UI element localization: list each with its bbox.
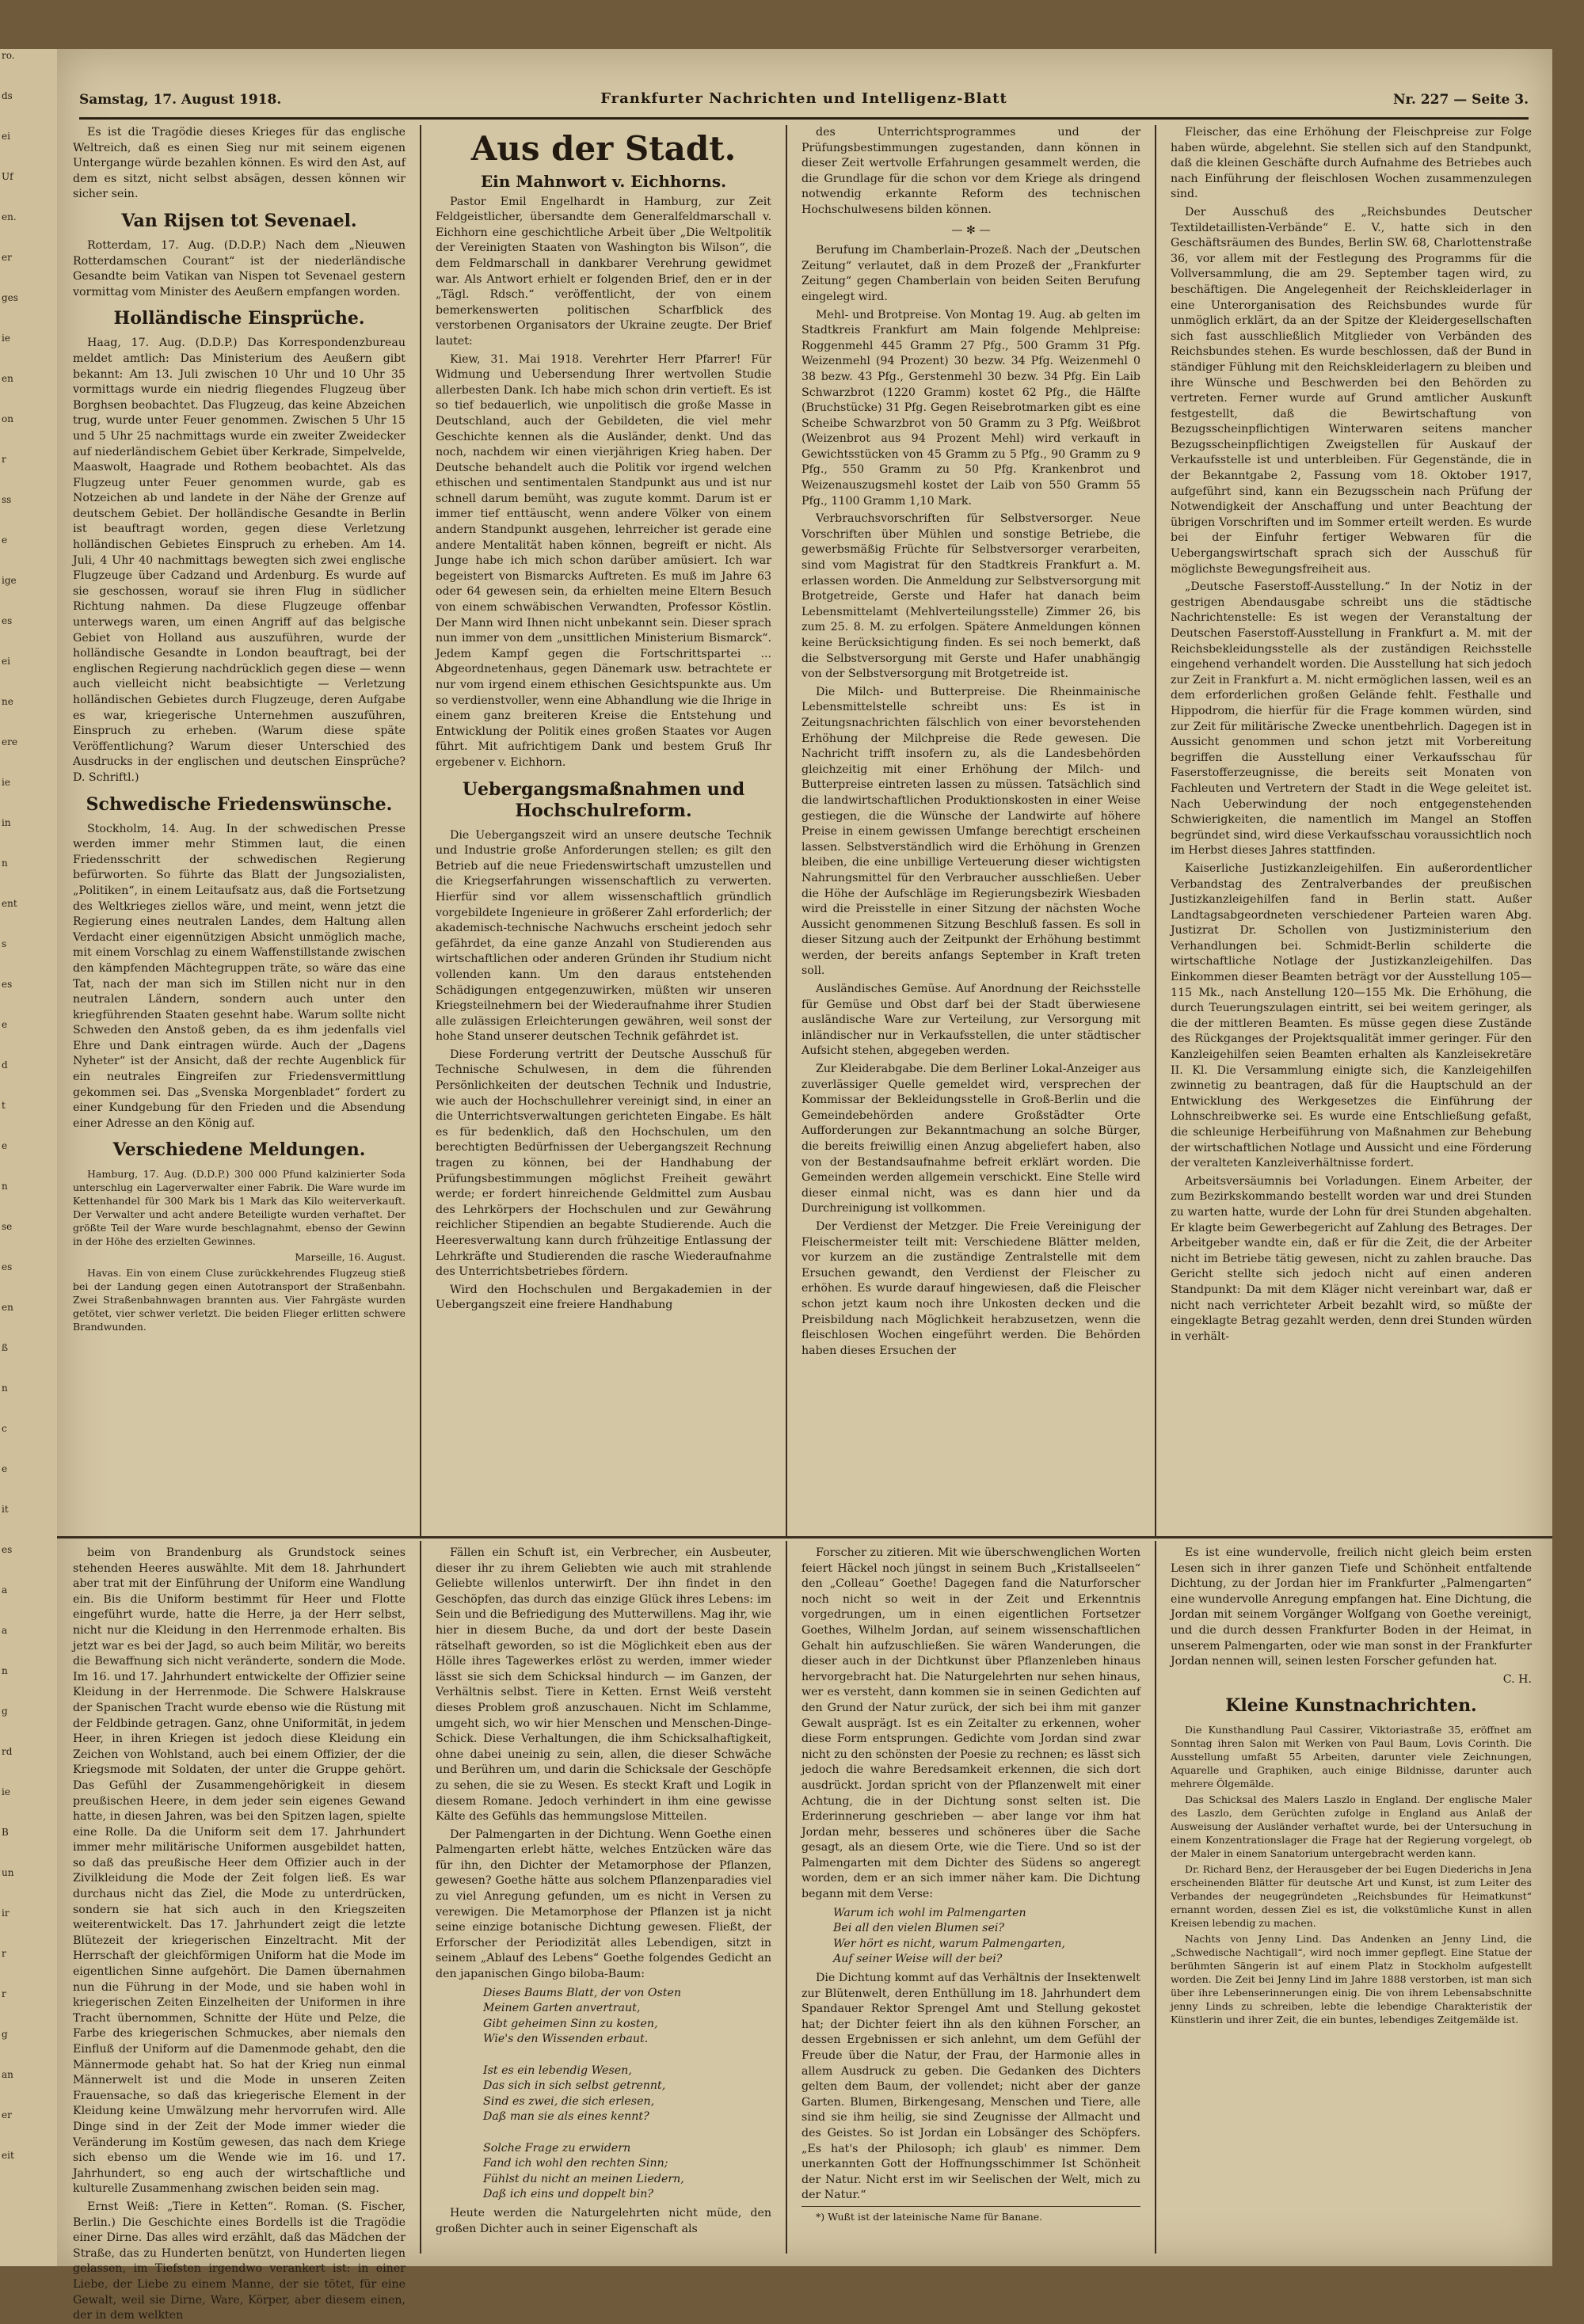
- page-header: [79, 86, 1529, 120]
- review-weiss: Ernst Weiß: „Tiere in Ketten“. Roman. (S. Fischer, Berlin.) Die Geschichte eines Bordells ist die Tragödie einer Dirne. Das alles wird erzählt, daß das Mädchen der Straße, das zu Hunderten benützt, von Hunderten liegen gelassen, im Tiefsten irgendwo verankert ist: in einer Liebe, der Liebe zu einem Manne, der sie tötet, für eine Gewalt, weil sie Dirne, Ware, Körper, aber diesem einen, der in dem welkten: [73, 2200, 406, 2322]
- edge-fragment: en: [2, 373, 13, 384]
- article-eichhorn: Pastor Emil Engelhardt in Hamburg, zur Zeit Feldgeistlicher, übersandte dem Generalfeldmarschall v. Eichhorn eine geschichtliche Arbeit über „Die Weltpolitik der Vereinigten Staaten von Washington bis Wilson“, die dem Feldmarschall in dankbarer Verehrung gewidmet war. Als Antwort erhielt er folgenden Brief, den er in der „Tägl. Rdsch.“ veröffentlicht, der von einem bemerkenswerten politischen Scharfblick des verstorbenen Organisators der Ukraine zeugte. Der Brief lautet:: [436, 195, 771, 348]
- edge-fragment: a: [2, 1625, 8, 1636]
- poem-line: [483, 2125, 771, 2141]
- headline-meldungen: Verschiedene Meldungen.: [112, 1139, 366, 1161]
- headline-uebergang: Uebergangsmaßnahmen und Hochschulreform.: [462, 778, 745, 821]
- news-item: Hamburg, 17. Aug. (D.D.P.) 300 000 Pfund kalzinierter Soda unterschlug ein Lagerverwalter einer Fabrik. Die Ware wurde im Kettenhandel für 300 Mark bis 1 Mark das Kilo weiterverkauft. Der Verwalter und acht andere Beteiligte wurden verhaftet. Der größte Teil der Ware wurde beschlagnahmt, ebenso der Gewinn in der Höhe des erzielten Gewinnes.: [73, 1168, 406, 1248]
- edge-fragment: s: [2, 938, 7, 949]
- kunst-item: Nachts von Jenny Lind. Das Andenken an Jenny Lind, die „Schwedische Nachtigall“, wird noch immer gepflegt. Eine Statue der berühmten Sängerin ist auf einem Platz in Stockholm aufgestellt worden. Die Zeit bei Jenny Lind im Jahre 1888 verstorben, ist man sich über ihre Lebenserinnerungen einig. Die von ihrem Lebensabschnitte jenny Linds zu schreiben, lebte die lebendige Charakteristik der Künstlerin und ihrer Zeit, die ein buntes, lebendiges Zeitgemälde ist.: [1171, 1933, 1532, 2026]
- header-date: Samstag, 17. August 1918.: [79, 92, 282, 108]
- headline-schweden: Schwedische Friedenswünsche.: [86, 793, 393, 815]
- news-selbstversorger: Verbrauchsvorschriften für Selbstversorger. Neue Vorschriften über Mühlen und sonstige Betriebe, die gewerbsmäßig Früchte für Selbstversorger verarbeiten, sind vom Magistrat für den Stadtkreis Frankfurt a. M. erlassen worden. Die Anmeldung zur Selbstversorgung mit Brotgetreide, Gerste und Hafer hat danach beim Lebensmittelamt (Mehlverteilungsstelle) Zimmer 26, bis zum 25. 8. M. zu erfolgen. Spätere Anmeldungen können keine Berücksichtigung finden. Es sei noch bemerkt, daß die Selbstversorgung mit Gerste und Hafer unabhängig von der Selbstversorgung mit Brotgetreide ist.: [802, 512, 1140, 681]
- news-metzger: Der Verdienst der Metzger. Die Freie Vereinigung der Fleischermeister teilt mit: Verschiedene Blätter melden, vor kurzem an die zuständige Zentralstelle mit dem Ersuchen gewandt, den Verdienst der Fleischer zu erhöhen. Es wurde darauf hingewiesen, daß die Fleischer schon jetzt kaum noch ihre Unkosten decken und die Preisbildung nach Möglichkeit herabzusetzen, wenn die fleischlosen Wochen eingeführt werden. Die Behörden haben dieses Ersuchen der: [802, 1219, 1140, 1357]
- section-divider: [57, 1536, 1552, 1539]
- news-milchpreise: Die Milch- und Butterpreise. Die Rheinmainische Lebensmittelstelle schreibt uns: Es ist in Zeitungsnachrichten fälschlich von einer bevorstehenden Erhöhung der Milchpreise die Rede gewesen. Die Nachricht trifft insofern zu, als die Landesbehörden gleichzeitig mit einer Erhöhung der Milch- und Butterpreise eintreten lassen zu müssen. Tatsächlich sind die landwirtschaftlichen Produktionskosten in einer Weise gestiegen, die die Wünsche der Landwirte auf höhere Preise in einem gewissen Umfange berechtigt erscheinen lassen. Selbstverständlich wird die Erhöhung in Grenzen bleiben, die eine unbillige Verteuerung dieser wichtigsten Nahrungsmittel für den Verbraucher ausschließen. Ueber die Höhe der Aufschläge im Regierungsbezirk Wiesbaden wird die Preisstelle in einer Sitzung der nächsten Woche Aussicht genommenen Sitzung Beschluß fassen. Es soll in dieser Sitzung auch der Zeitpunkt der Erhöhung bestimmt werden, der bereits anfangs September in Kraft treten soll.: [802, 685, 1140, 978]
- edge-fragment: n: [2, 858, 8, 869]
- column-rule: [786, 1541, 787, 2254]
- edge-fragment: an: [2, 2069, 13, 2080]
- poem-line: Fühlst du nicht an meinen Liedern,: [483, 2172, 684, 2185]
- edge-fragment: ir: [2, 1908, 10, 1919]
- column-rule: [1155, 125, 1156, 1536]
- poem-line: Bei all den vielen Blumen sei?: [833, 1922, 1004, 1935]
- feuilleton-text: beim von Brandenburg als Grundstock seines stehenden Heeres auswählte. Mit dem 18. Jahrhundert aber trat mit der Einführung der Uniform eine Wandlung ein. Bis die Uniform bestimmt für Heer und Flotte eingeführt wurde, hatte die Herre, ja der Herr selbst, nicht nur die Kleidung in den Herrenmode erhalten. Bis jetzt war es bei der Jagd, so auch beim Militär, wo bereits die Bewaffnung sich nicht veränderte, sondern die Mode. Im 16. und 17. Jahrhundert entwickelte der Offizier seine Kleidung in der Herrenmode. Die Schwere Halskrause der Spanischen Tracht wurde ebenso wie die Rüstung mit der Feldbinde getragen. Ganz, ohne Uniformität, in jedem Heer, in ihren Kriegen ist jedoch diese Kleidung ein Zeichen von Wohlstand, auch bei einem Offizier, der die Kriegsmode mit Soldaten, der unter die Gruppe gehört. Das Gefühl der Zusammengehörigkeit in diesem preußischen Heere, in dem jeder sein eigenes Gewand hatte, in diesen Jahren, was bei den Spitzen lagen, spielte eine Rolle. Da die Uniform seit dem 17. Jahrhundert immer mehr militärische Uniformen ausgebildet hatten, so daß das preußische Heer dem Offizier auch in der Zivilkleidung die Mode der Zeit folgen ließ. Es war durchaus nicht das Ziel, die Mode zu unterdrücken, sondern sie hat sich auch in den Kriegszeiten weiterentwickelt. Das 17. Jahrhundert zeigt die letzte Blütezeit der kriegerischen Einzeltracht. Mit der Herrschaft der gleichförmigen Uniform hat die Mode im eigentlichen Sinne aufgehört. Die Damen übernahmen nun die Führung in der Mode, und sie haben wohl in kriegerischen Zeiten Einzelheiten der Uniformen in ihre Tracht übernommen, Schnitte der Hüte und Pelze, die Farbe des kriegerischen Schmuckes, aber niemals den Einfluß der Uniform auf die Damenmode gehabt, den die Männermode gehabt hat. So hat der Krieg nun einmal Männerwelt ist und die Mode in unseren Zeiten Frauensache, so daß das kriegerische Element in der Kleidung keine Umwälzung mehr hervorrufen wird. Alle Dinge sind in der Zeit der Mode immer wieder die Veränderung im Kostüm gewesen, das nach dem Kriege sich ebenso um die Wende wie im 16. und 17. Jahrhundert, so eng auch der wirtschaftliche und kulturelle Zusammenhang zwischen beiden sein mag.: [73, 1546, 406, 2196]
- edge-fragment: it: [2, 1504, 9, 1515]
- header-issue-page: Nr. 227 — Seite 3.: [1393, 92, 1529, 108]
- headline-einsprueche: Holländische Einsprüche.: [113, 308, 365, 329]
- article-palmengarten-end: Es ist eine wundervolle, freilich nicht gleich beim ersten Lesen sich in ihrer ganzen Tiefe und Schönheit entfaltende Dichtung, zu der Jordan hier im Frankfurter „Palmengarten“ eine wundervolle Anregung empfangen hat. Eine Dichtung, die Jordan mit seinem Vorgänger Wolfgang von Goethe vereinigt, und die durch dessen Frankfurter Boden in der Heimat, in unserem Palmengarten, oder wie man sonst in der Frankfurter Jordan nennen will, seinen lesten Forscher gefunden hat.: [1171, 1546, 1532, 1668]
- review-weiss-cont: Fällen ein Schuft ist, ein Verbrecher, ein Ausbeuter, dieser ihr zu ihrem Geliebten wie auch mit strahlende Geliebte willenlos unterwirft. Der ihn findet in den Geschöpfen, das durch das einzige Glück ihres Lebens: im Sein und die Befriedigung des Mutterwillens. Mag ihr, wie hier in diesem Buche, da und dort der beste Dasein rätselhaft geworden, so ist die Möglichkeit eben aus der Hölle ihres Tagewerkes erlöst zu werden, immer wieder lässt sie sich dem Schicksal hindurch — im Ganzen, der Verhältnis selbst. Tiere in Ketten. Ernst Weiß versteht dieses Problem groß anzuschauen. Nicht im Schlamme, umgeht sich, wo wir hier Menschen und Menschen-Dinge-Schick. Diese Verhaltungen, die ihm Schicksalhaftigkeit, ohne dabei uneinig zu sein, allen, die dieser Schwäche und Berühren um, und darin die Schicksale der Geschöpfe zu sehen, die sie zu Wesen. Es steckt Kraft und Logik in diesem Romane. Jedoch verhindert in ihm eine gewisse Kälte des Gefühls das hemmungslose Mitteilen.: [436, 1546, 771, 1824]
- article-schweden: Stockholm, 14. Aug. In der schwedischen Presse werden immer mehr Stimmen laut, die einen Friedensschritt der schwedischen Regierung befürworten. So führte das Blatt der Jungsozialisten, „Politiken“, in einem Leitaufsatz aus, daß die Fortsetzung des Weltkrieges ziellos wäre, und meint, wenn jetzt die Regierung eines neutralen Landes, dem Haltung allen Verdacht einer eigennützigen Absicht unmöglich mache, mit einem Vorschlag zu einem Waffenstillstande zwischen den kämpfenden Mächtegruppen träte, so wäre das eine Tat, nach der man sich im Stillen nicht nur in den neutralen Ländern, sondern auch unter den kriegführenden Staaten gesehnt habe. Warum sollte nicht Schweden den Anstoß geben, da es ihm jedenfalls viel Ehre und Dank eintragen würde. Auch der „Dagens Nyheter“ ist der Ansicht, daß der rechte Augenblick für ein neutrales Eingreifen zur Friedensvermittlung gekommen sei. Das „Svenska Morgenbladet“ fordert zu einer Kundgebung für den Frieden und die Absendung einer Adresse an den König auf.: [73, 822, 406, 1130]
- column-3: [802, 125, 1140, 1535]
- edge-fragment: se: [2, 1221, 13, 1232]
- edge-fragment: es: [2, 979, 13, 990]
- edge-fragment: ei: [2, 656, 10, 667]
- edge-fragment: un: [2, 1867, 14, 1878]
- column-4: [1171, 125, 1532, 1535]
- article-uebergang: Die Uebergangszeit wird an unsere deutsche Technik und Industrie große Anforderungen stellen; es gilt den Betrieb auf die neue Friedenswirtschaft umzustellen und die Kriegserfahrungen wissenschaftlich zu verwerten. Hierfür sind vor allem wissenschaftlich gründlich vorgebildete Ingenieure in größerer Zahl erforderlich; der akademisch-technische Nachwuchs erscheint jedoch sehr gefährdet, da eine ganze Anzahl von Studierenden aus wirtschaftlichen oder anderen Gründen ihr Studium nicht vollenden kann. Um den daraus entstehenden Schädigungen entgegenzuwirken, müßten wir unseren Kriegsteilnehmern bei der Wiederaufnahme ihrer Studien alle zulässigen Erleichterungen gewähren, weil sonst der hohe Stand unserer deutschen Technik gefährdet ist.: [436, 828, 771, 1044]
- edge-fragment: r: [2, 1948, 6, 1959]
- edge-fragment: r: [2, 1988, 6, 1999]
- edge-fragment: e: [2, 1140, 8, 1151]
- news-textil: Der Ausschuß des „Reichsbundes Deutscher Textildetaillisten-Verbände“ E. V., hatte sich in den Geschäftsräumen des Bundes, Berlin SW. 68, Charlottenstraße 36, vor allem mit der Festlegung des Programms für die Vollversammlung, die am 29. September tagen wird, zu beschäftigen. Die Angelegenheit der Reichskleiderlager in eine Unterorganisation des Reichsbundes wurde für unmöglich erklärt, da an der Spitze der Kleidergesellschaften sich fast ausschließlich Mitglieder von Verbänden des Reichsbundes stehen. Es wurde beschlossen, daß der Bund in ständiger Fühlung mit den Reichskleiderlagern zu bleiben und ihre Wünsche und Beschwerden bei den Behörden zu vertreten. Ferner wurde auf Grund amtlicher Auskunft festgestellt, daß die Bewirtschaftung von Bezugsscheinpflichtigen Winterwaren seitens mancher Bezugsscheinpflichtigen Zweigstellen für Auskauf der Verkaufsstelle ist und unterbleiben. Für Gegenstände, die in der Bekanntgabe 2, Fassung vom 18. Oktober 1917, aufgeführt sind, kann ein Bezugsschein nach Prüfung der Notwendigkeit der Anschaffung und unter Beachtung der übrigen Vorschriften und im Sommer erteilt werden. Es wurde bei der Einfuhr fertiger Webwaren für die Uebergangswirtschaft sprach sich der Ausschuß für möglichste Bewegungsfreiheit aus.: [1171, 205, 1532, 576]
- poem-line: Daß man sie als eines kennt?: [483, 2110, 649, 2124]
- poem-line: Gibt geheimen Sinn zu kosten,: [483, 2017, 658, 2030]
- poem-jordan: [802, 1906, 1140, 1968]
- article-palmengarten: Der Palmengarten in der Dichtung. Wenn Goethe einen Palmengarten erlebt hätte, welches Entzücken wäre das für ihn, den Dichter der Metamorphose der Pflanzen, gewesen? Goethe hätte aus solchem Pflanzenparadies viel zu viel Anregung gefunden, um es nicht in Versen zu verewigen. Die Metamorphose der Pflanzen ist ja nicht seine einzige botanische Dichtung gewesen. Fließt, der Erforscher der Periodizität alles Lebendigen, sitzt in seinem „Ablauf des Lebens“ Goethe folgendes Gedicht an den japanischen Gingo biloba-Baum:: [436, 1828, 771, 1981]
- feuilleton-column-3: [802, 1546, 1140, 2258]
- poem-line: [483, 2048, 771, 2063]
- edge-fragment: a: [2, 1584, 8, 1596]
- headline-eichhorn: Ein Mahnwort v. Eichhorns.: [480, 172, 727, 191]
- edge-fragment: r: [2, 454, 6, 465]
- news-arbeitsversaeumnis: Arbeitsversäumnis bei Vorladungen. Einem Arbeiter, der zum Bezirkskommando bestellt worden war und drei Stunden zu warten hatte, wurde der Lohn für drei Stunden abgehalten. Er klagte beim Gewerbegericht auf Zahlung des Betrages. Der Arbeitgeber wandte ein, daß er für die Zeit, die der Arbeiter nicht im Betriebe tätig gewesen, nicht zu zahlen brauche. Das Gericht stellte sich jedoch nicht auf einen anderen Standpunkt: Da mit dem Kläger nicht vereinbart war, daß er nicht nach verrichteter Arbeit bezahlt wird, so müßte der eingeklagte Betrag gezahlt werden, denn drei Stunden würden in verhält-: [1171, 1174, 1532, 1343]
- poem-line: Meinem Garten anvertraut,: [483, 2002, 641, 2015]
- edge-fragment: n: [2, 1181, 8, 1192]
- edge-fragment: ges: [2, 292, 18, 303]
- edge-fragment: rd: [2, 1746, 13, 1757]
- poem-line: Wie's den Wissenden erbaut.: [483, 2033, 649, 2046]
- edge-fragment: B: [2, 1827, 9, 1838]
- edge-fragment: ß: [2, 1342, 9, 1353]
- edge-fragment: er: [2, 2109, 12, 2121]
- edge-fragment: c: [2, 1423, 7, 1434]
- edge-fragment: es: [2, 615, 13, 626]
- edge-fragment: g: [2, 2029, 8, 2040]
- news-item: Havas. Ein von einem Cluse zurückkehrendes Flugzeug stieß bei der Landung gegen einen Autotransport der Straßenbahn. Zwei Straßenbahnwagen brannten aus. Vier Fahrgäste wurden getötet, vier schwer verletzt. Die beiden Flieger erlitten schwere Brandwunden.: [73, 1267, 406, 1333]
- header-paper-title: Frankfurter Nachrichten und Intelligenz-Blatt: [600, 90, 1007, 107]
- edge-fragment: ds: [2, 90, 13, 101]
- article-palmengarten-cont: Die Dichtung kommt auf das Verhältnis der Insektenwelt zur Blütenwelt, deren Enthüllung im 18. Jahrhundert dem Spandauer Rektor Sprengel Amt und Stellung gekostet hat; der Dichter feiert ihn als den kühnen Forscher, an dessen Ergebnissen er sich anlehnt, um dem Gefühl der Freude über die Natur, der Frau, der Harmonie alles in allem Ausdruck zu geben. Die Gedanken des Dichters gelten dem Baum, der vollendet; nicht aber der ganze Garten. Blumen, Birkengesang, Menschen und Tiere, alle sind sie ihm heilig, sie sind Zeugnisse der Allmacht und des Geistes. So ist Jordan ein Lobsänger des Schöpfers. „Es hat's der Philosoph; ich glaub' es nimmer. Dem unerkannten Gott der Hoffnungsschimmer Ist Schönheit der Natur. Nicht erst im wir Seelischen der Welt, mich zu der Natur.“: [802, 1972, 1140, 2202]
- feuilleton-column-4: [1171, 1546, 1532, 2258]
- edge-fragment: on: [2, 413, 13, 424]
- poem-gingo: [436, 1986, 771, 2203]
- column-1: [73, 125, 406, 1535]
- poem-line: Sind es zwei, die sich erlesen,: [483, 2094, 655, 2108]
- feuilleton-column-1: [73, 1546, 406, 2322]
- edge-fragment: en: [2, 1302, 13, 1313]
- article-uebergang: Wird den Hochschulen und Bergakademien in der Uebergangszeit eine freiere Handhabung: [436, 1283, 771, 1312]
- section-title: Aus der Stadt.: [470, 129, 737, 168]
- column-rule: [1155, 1541, 1156, 2254]
- edge-fragment: eit: [2, 2150, 14, 2161]
- headline-sevenael: Van Rijsen tot Sevenael.: [121, 210, 357, 231]
- news-chamberlain: Berufung im Chamberlain-Prozeß. Nach der „Deutschen Zeitung“ verlautet, daß in dem Prozeß der „Frankfurter Zeitung“ gegen Chamberlain von beiden Seiten Berufung eingelegt wird.: [802, 244, 1140, 303]
- news-kanzlei: Kaiserliche Justizkanzleigehilfen. Ein außerordentlicher Verbandstag des Zentralverbandes der preußischen Justizkanzleigehilfen fand in Berlin statt. Außer Landtagsabgeordneten verschiedener Parteien waren Abg. Justizrat Dr. Schollen von Justizministerium den Verhandlungen bei. Schmidt-Berlin schilderte die wirtschaftliche Notlage der Justizkanzleigehilfen. Das Einkommen dieser Beamten beträgt vor der Ausstellung 105—115 Mk., nach Anstellung 120—155 Mk. Die Erhöhung, die durch Teuerungszulagen eintritt, sei bei weitem geringer, als die der mittleren Beamten. Es müsse gegen diese Zustände des Rückganges der Projektsqualität immer geringer. Für den Kanzleigehilfen seien Beamten erhalten als Kanzleisekretäre II. Kl. Die Versammlung einigte sich, die Kanzleigehilfen zwinnetig zu beantragen, daß für die Hauptschuld an der Entwicklung des Werkgesetzes die Einführung der Lohnschreibwerke sei. Es wurde eine Entschließung gefaßt, die schleunige Herbeiführung von Maßnahmen zur Behebung der wirtschaftlichen Notlage und Aussicht und eine Förderung der veralteten Kanzleiverhältnisse fordert.: [1171, 862, 1532, 1170]
- edge-fragment: ige: [2, 575, 17, 586]
- poem-line: Auf seiner Weise will der bei?: [833, 1953, 1003, 1966]
- kunst-item: Das Schicksal des Malers Laszlo in England. Der englische Maler des Laszlo, dem Gerüchten zufolge in England aus Anlaß der Ausweisung der Ausländer verhaftet wurde, bei der Untersuchung in einem Konzentrationslager die Frage hat der Regierung vorgelegt, ob der Maler in einem Sanatorium untergebracht werden kann.: [1171, 1793, 1532, 1860]
- separator: — ✻ —: [951, 223, 991, 237]
- edge-fragment: in: [2, 817, 11, 828]
- article-palmengarten-cont: Forscher zu zitieren. Mit wie überschwenglichen Worten feiert Häckel noch jüngst in seinem Buch „Kristallseelen“ den „Colleau“ Goethe! Dagegen fand die Naturforscher noch nicht so weit in der Zeit und Erkenntnis vorgedrungen, um in einen eigentlichen Fortsetzer Goethes, Wilhelm Jordan, auf seinem wissenschaftlichen Gehalt hin aufzuschließen. Sie wären Wanderungen, die dieser auch in der Dichtkunst über Pflanzenleben hinaus hervorgebracht hat. Die Naturgelehrten nur sehen hinaus, wer es versteht, dann kommen sie in seinen Gedichten auf den Grund der Natur zurück, der sich bei ihm mit ganzer Gewalt ausprägt. Ist es ein Zeitalter zu erkennen, woher diese Form entsprungen. Gedichte vom Jordan sind zwar nicht zu den schönsten der Poesie zu rechnen; es lässt sich jedoch die wahre Beredsamkeit erkennen, die sich dort ausdrückt. Jordan spricht von der Pflanzenwelt mit einer Achtung, die in der Dichtung sonst selten ist. Die Erderinnerung geschrieben — aber lange vor ihm hat Jordan mehr, besseres und schöneres über die Sache gesagt, als an diesem Orte, wie die Tiere. Und so ist der Palmengarten mit dem Dichter des Südens so angeregt worden, dem er an sich immer näher kam. Die Dichtung begann mit dem Verse:: [802, 1546, 1140, 1901]
- poem-line: Fand ich wohl den rechten Sinn;: [483, 2157, 668, 2170]
- footnote: *) Wußt ist der lateinische Name für Banane.: [802, 2206, 1140, 2223]
- poem-line: Wer hört es nicht, warum Palmengarten,: [833, 1937, 1065, 1950]
- edge-fragment: er: [2, 252, 12, 263]
- author-signature: C. H.: [1502, 1672, 1532, 1686]
- edge-fragment: ro.: [2, 50, 15, 61]
- edge-fragment: en.: [2, 211, 17, 223]
- edge-fragment: ie: [2, 777, 10, 788]
- edge-fragment: ei: [2, 131, 10, 142]
- edge-fragment: ie: [2, 333, 10, 344]
- edge-fragment: n: [2, 1383, 8, 1394]
- edge-fragment: es: [2, 1544, 13, 1555]
- kunst-item: Die Kunsthandlung Paul Cassirer, Viktoriastraße 35, eröffnet am Sonntag ihren Salon mit Werken von Paul Baum, Lovis Corinth. Die Ausstellung umfaßt 55 Arbeiten, darunter viele Zeichnungen, Aquarelle und Graphiken, auch einige Bildnisse, darunter auch mehrere Ölgemälde.: [1171, 1724, 1532, 1790]
- news-brotpreise: Mehl- und Brotpreise. Von Montag 19. Aug. ab gelten im Stadtkreis Frankfurt am Main folgende Mehlpreise: Roggenmehl 445 Gramm 27 Pfg., 500 Gramm 31 Pfg. Weizenmehl (94 Prozent) 30 bezw. 34 Pfg. Weizenmehl 0 38 bezw. 43 Pfg., Gerstenmehl 30 bezw. 34 Pfg. Ein Laib Schwarzbrot (1220 Gramm) kostet 62 Pfg., die Hälfte (Bruchstücke) 31 Pfg. Gegen Reisebrotmarken gibt es eine Scheibe Schwarzbrot von 50 Gramm zu 3 Pfg. Weißbrot (Weizenbrot aus 94 Prozent Mehl) wird verkauft in Gewichtsstücken von 45 Gramm zu 5 Pfg., 90 Gramm zu 9 Pfg., 550 Gramm zu 50 Pfg. Krankenbrot und Weizenauszugsmehl kostet der Laib von 550 Gramm 55 Pfg., 1100 Gramm 1,10 Mark.: [802, 308, 1140, 508]
- edge-fragment: e: [2, 1463, 8, 1474]
- edge-fragment: ent: [2, 898, 17, 909]
- intro-paragraph: Es ist die Tragödie dieses Krieges für das englische Weltreich, daß es einen Sieg nur mit seinem eigenen Untergange würde bezahlen können. Es wird den Ast, auf dem es sitzt, nicht selbst absägen, dessen können wir sicher sein.: [73, 126, 406, 201]
- news-dateline: Marseille, 16. August.: [295, 1251, 406, 1264]
- article-palmengarten-cont: Heute werden die Naturgelehrten nicht müde, den großen Dichter auch in seiner Eigenschaft als: [436, 2206, 771, 2235]
- poem-line: Ist es ein lebendig Wesen,: [483, 2063, 632, 2077]
- edge-fragment: n: [2, 1665, 8, 1676]
- edge-fragment: e: [2, 534, 8, 546]
- poem-line: Solche Frage zu erwidern: [483, 2141, 631, 2155]
- poem-line: Warum ich wohl im Palmengarten: [833, 1906, 1026, 1919]
- edge-fragment: g: [2, 1706, 8, 1717]
- column-rule: [786, 125, 787, 1536]
- poem-line: Das sich in sich selbst getrennt,: [483, 2079, 666, 2093]
- article-uebergang: Diese Forderung vertritt der Deutsche Ausschuß für Technische Schulwesen, in dem die führenden Persönlichkeiten der deutschen Technik und Industrie, wie auch der Hochschullehrer vereinigt sind, in einer an die Unterrichtsverwaltungen gerichteten Eingabe. Es hält es für bedenklich, daß den Hochschulen, um den berechtigten Bedürfnissen der Uebergangszeit Rechnung tragen zu können, bei der Handhabung der Prüfungsbestimmungen möglichst Freiheit gewährt werde; er fordert hinreichende Geldmittel zum Ausbau des Lehrkörpers der Hochschulen und zur Gewährung reichlicher Stipendien an begabte Studierende. Auch die Heeresverwaltung kann durch frühzeitige Entlassung der Lehrkräfte und Studierenden die rasche Wiederaufnahme des Unterrichtsbetriebes fördern.: [436, 1048, 771, 1279]
- feuilleton-column-2: [436, 1546, 771, 2258]
- edge-fragment: ss: [2, 494, 12, 505]
- headline-kunstnachrichten: Kleine Kunstnachrichten.: [1225, 1695, 1477, 1717]
- edge-fragment: es: [2, 1261, 13, 1272]
- edge-fragment: Uf: [2, 171, 13, 182]
- edge-fragment: e: [2, 1019, 8, 1030]
- column-2: [436, 125, 771, 1535]
- news-kleiderabgabe: Zur Kleiderabgabe. Die dem Berliner Lokal-Anzeiger aus zuverlässiger Quelle gemeldet wird, versprechen der Kommissar der Bekleidungsstelle in Groß-Berlin und die Gemeindebehörden andere Großstädter Orte Aufforderungen zur Bekanntmachung an solche Bürger, die bereits freiwillig einen Anzug abgeliefert haben, also von der Bestandsaufnahme befreit erklärt worden. Die Gemeinden werden allgemein verschickt. Eine Stelle wird dieser einmal nicht, was es dann hier und da Durchreinigung ist vollkommen.: [802, 1063, 1140, 1215]
- kunst-list: [1171, 1723, 1532, 2026]
- edge-fragment: ie: [2, 1786, 10, 1797]
- left-page-edge: [0, 49, 57, 2266]
- poem-line: Daß ich eins und doppelt bin?: [483, 2188, 653, 2201]
- poem-line: Dieses Baums Blatt, der von Osten: [483, 1986, 682, 1999]
- column-rule: [420, 1541, 421, 2254]
- news-gemuese: Ausländisches Gemüse. Auf Anordnung der Reichsstelle für Gemüse und Obst darf bei der Stadt überwiesene ausländische Ware zur Verteilung, zur Versorgung mit inländischer nur in Verkaufsstellen, die unter städtischer Aufsicht stehen, abgegeben werden.: [802, 983, 1140, 1058]
- article-sevenael: Rotterdam, 17. Aug. (D.D.P.) Nach dem „Nieuwen Rotterdamschen Courant“ ist der niederländische Gesandte beim Vatikan van Nispen tot Sevenael gestern vormittag vom Minister des Aeußern empfangen worden.: [73, 238, 406, 299]
- edge-fragment: d: [2, 1059, 8, 1071]
- article-einsprueche: Haag, 17. Aug. (D.D.P.) Das Korrespondenzbureau meldet amtlich: Das Ministerium des Aeußern gibt bekannt: Am 13. Juli zwischen 10 Uhr und 10 Uhr 35 vormittags wurde ein niedrig fliegendes Flugzeug über Borghsen beobachtet. Das Flugzeug, das keine Abzeichen trug, wurde unter Feuer genommen. Zwischen 5 Uhr 15 und 5 Uhr 25 nachmittags wurde ein zweiter Zweidecker auf niederländischem Gebiet über Kerkrade, Simpelvelde, Maaswolt, Haagrade und Rothem beobachtet. Als das Flugzeug unter Feuer genommen wurde, gab es Notzeichen ab und landete in der Nähe der Grenze auf deutschem Gebiet. Der holländische Gesandte in Berlin ist beauftragt worden, gegen diese Verletzung holländischen Gebietes Einspruch zu erheben. Am 14. Juli, 4 Uhr 40 nachmittags bewegten sich zwei englische Flugzeuge über Cadzand und Ardenburg. Es wurde auf sie geschossen, worauf sie ihren Flug in südlicher Richtung nahmen. Da diese Flugzeuge offenbar unterwegs waren, um einen Angriff auf das belgische Gebiet von Holland aus auszuführen, wurde der holländische Gesandte in London beauftragt, bei der englischen Regierung nachdrücklich gegen diese — wenn auch vielleicht nicht beabsichtigte — Verletzung holländischen Gebietes durch Flugzeuge, deren Aufgabe es war, kriegerische Unternehmen auszuführen, Einspruch zu erheben. (Warum diese späte Veröffentlichung? Warum dieser Unterschied des Ausdrucks in der englischen und deutschen Einsprüche? D. Schriftl.): [73, 337, 406, 784]
- edge-fragment: t: [2, 1100, 6, 1111]
- edge-fragment: ere: [2, 736, 17, 747]
- newspaper-page: [57, 49, 1552, 2322]
- column-rule: [420, 125, 421, 1536]
- kunst-item: Dr. Richard Benz, der Herausgeber der bei Eugen Diederichs in Jena erscheinenden Blätter für deutsche Art und Kunst, ist zum Leiter des Verbandes der neugegründeten „Reichsbundes für Heimatkunst“ ernannt worden, dessen Ziel es ist, die volkstümliche Kunst in allen Kreisen lebendig zu machen.: [1171, 1863, 1532, 1930]
- news-metzger-cont: Fleischer, das eine Erhöhung der Fleischpreise zur Folge haben würde, abgelehnt. Sie stellen sich auf den Standpunkt, daß die kleinen Geschäfte durch Aufnahme des Betriebes auch nach Einführung der fleischlosen Wochen zusammenzulegen sind.: [1171, 126, 1532, 201]
- news-faserstoff: „Deutsche Faserstoff-Ausstellung.“ In der Notiz in der gestrigen Abendausgabe schreibt uns die städtische Nachrichtenstelle: Es ist wegen der Veranstaltung der Deutschen Faserstoff-Ausstellung in Frankfurt a. M. mit der Reichsbekleidungsstelle als der zuständigen Reichsstelle eingehend verhandelt worden. Die Ausstellung hat sich jedoch zur Zeit in Frankfurt a. M. nicht ermöglichen lassen, weil es an dem erforderlichen großen Gelände fehlt. Festhalle und Hippodrom, die hierfür für die Frage kommen würden, sind zur Zeit für militärische Zwecke unentbehrlich. Dagegen ist in Aussicht genommen und schon jetzt mit Vorbereitung begriffen die Ausstellung einer Verkaufsschau für Faserstofferzeugnisse, die bereits seit Monaten von Fachleuten und Vertretern der Stadt in die Wege geleitet ist. Nach Ueberwindung der noch entgegenstehenden Schwierigkeiten, die namentlich im Mangel an Stoffen begründet sind, wird diese Verkaufsschau voraussichtlich noch im Herbst dieses Jahres stattfinden.: [1171, 580, 1532, 858]
- article-eichhorn-letter: Kiew, 31. Mai 1918. Verehrter Herr Pfarrer! Für Widmung und Uebersendung Ihrer wertvollen Studie allerbesten Dank. Ich habe mich schon drin vertieft. Es ist so tief bedauerlich, wie unpolitisch die große Masse in Deutschland, auch der Gebildeten, die viel mehr Geschichte kennen als die Ausländer, denkt. Und das noch, nachdem wir einen vierjährigen Krieg haben. Der Deutsche behandelt auch die Politik vor irgend welchen ethischen und sentimentalen Standpunkt aus und ist nur schnell darum bemüht, was zugute kommt. Darum ist er immer tief enttäuscht, wenn andere Völker von einem andern Standpunkt ausgehen, lehrreicher ist gerade eine andere Mentalität haben können, begreift er nicht. Als Junge habe ich mich schon darüber amüsiert. Ich war begeistert von Bismarcks Auftreten. Es muß im Jahre 63 oder 64 gewesen sein, da erhielten meine Eltern Besuch von einem schwäbischen Verwandten, Professor Köstlin. Der Mann wird Ihnen nicht unbekannt sein. Dieser sprach nun immer von dem „unsittlichen Ministerium Bismarck“. Jedem Kampf gegen die Fortschrittspartei ... Abgeordnetenhaus, gegen Dänemark usw. betrachtete er nur vom irgend einem ethischen Gesichtspunkte aus. Um so verdienstvoller, wenn eine Abhandlung wie die Ihrige in einem ganz breiteren Kreise die Entstehung und Entwicklung der Politik eines großen Staates vor Augen führt. Mit aufrichtigem Dank und bestem Gruß Ihr ergebener v. Eichhorn.: [436, 352, 771, 769]
- article-uebergang-cont: des Unterrichtsprogrammes und der Prüfungsbestimmungen zugestanden, dann können in dieser Zeit wertvolle Erfahrungen gesammelt werden, die die Grundlage für die schon vor dem Kriege als dringend notwendig erkannte Reform des technischen Hochschulwesens bilden können.: [802, 126, 1140, 216]
- edge-fragment: ne: [2, 696, 13, 707]
